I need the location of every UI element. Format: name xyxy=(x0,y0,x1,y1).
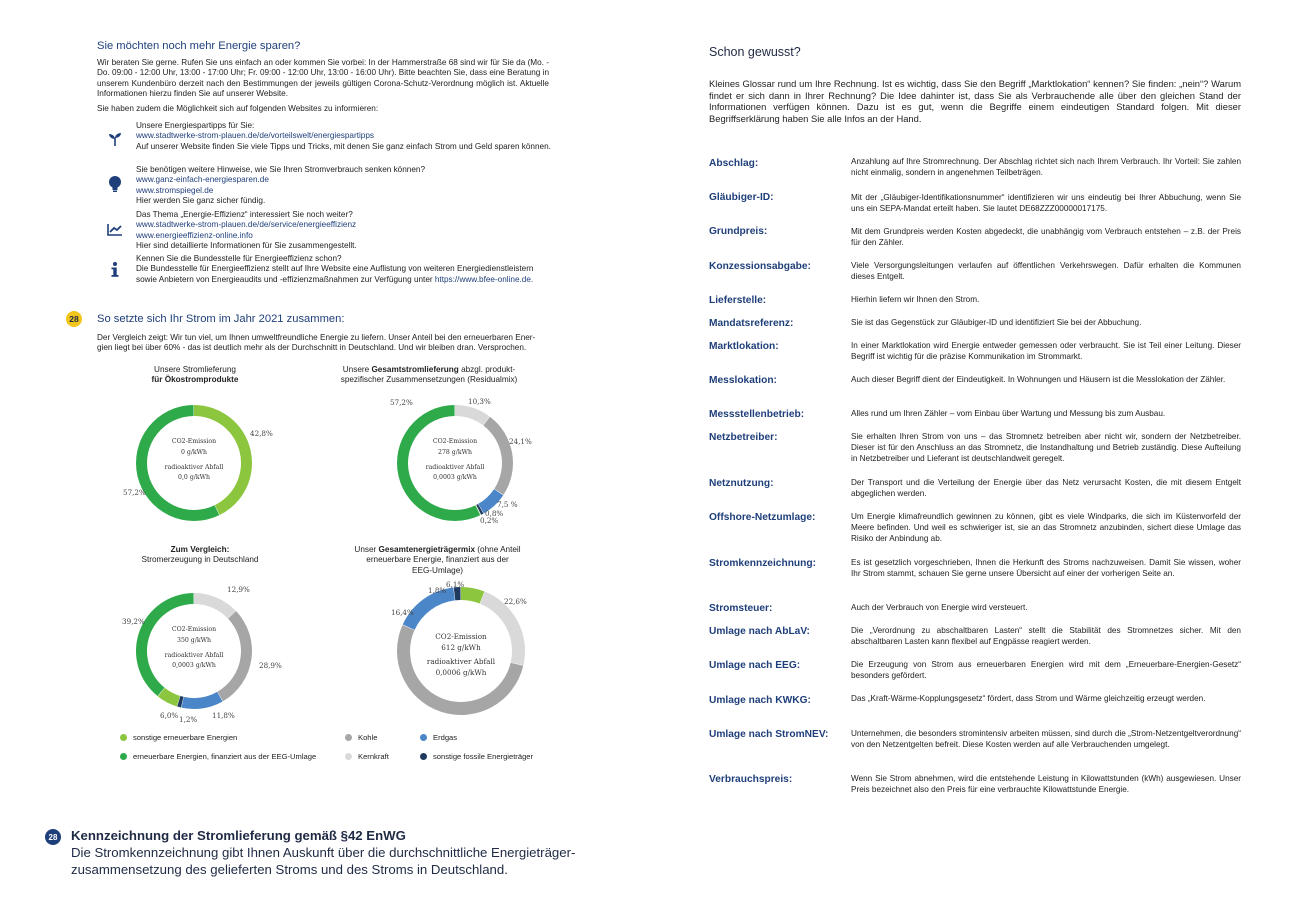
chart-title-gesamtstrom: Unsere Gesamtstromlieferung abzgl. produkt- spezifischer Zusammensetzungen (Residualmix) xyxy=(340,365,518,385)
radioactive-waste-label: 0,0003 g/kWh xyxy=(433,474,477,481)
slice-percentage-label: 57,2% xyxy=(390,398,413,407)
tip-link[interactable]: www.energieeffizienz-online.info xyxy=(136,230,253,240)
co2-emission-label: 612 g/kWh xyxy=(441,643,481,652)
tip-energy-saving xyxy=(136,121,556,152)
donut-slice-sonstige-erneuerbare-energien xyxy=(194,405,252,515)
glossary-definition: Mit der „Gläubiger-Identifikationsnummer“ identifizieren wir uns eindeutig bei Ihrer Abbuchung, wenn Sie uns ein SEPA-Mandat erteilt haben. Sie lautet DE68ZZZ00000017175. xyxy=(851,193,1241,213)
websites-intro: Sie haben zudem die Möglichkeit sich auf folgenden Websites zu informieren: xyxy=(97,104,379,113)
glossary-term: Mandatsreferenz: xyxy=(709,318,794,329)
glossary-definition: Sie erhalten Ihren Strom von uns – das Stromnetz betreiben aber nicht wir, sondern der Netzbetreiber. Dieser ist für den Anschluss an das Stromnetz, die Instandhaltung und Betrieb zuständig. Diese Aufteilung in Netzbetreiber und Lieferant ist deutschlandweit geregelt. xyxy=(851,432,1241,463)
tip-link[interactable]: www.stromspiegel.de xyxy=(136,185,214,195)
tip-link[interactable]: https://www.bfee-online.de xyxy=(434,274,531,284)
footer-title: Kennzeichnung der Stromlieferung gemäß §42 EnWG xyxy=(71,828,406,843)
chart-title-deutschland: Zum Vergleich: Stromerzeugung in Deutschland xyxy=(141,545,259,565)
tip-text: Hier sind detaillierte Informationen für Sie zusammengestellt. xyxy=(136,241,357,251)
slice-percentage-label: 16,4% xyxy=(391,608,414,617)
co2-emission-label: CO2-Emission xyxy=(435,632,487,641)
glossary-definition: In einer Marktlokation wird Energie entweder gemessen oder verbraucht. Sie ist Teil einer Leitung. Dieser Begriff ist wichtig für die präzise Kommunikation im Strommarkt. xyxy=(851,341,1241,361)
glossary-definition: Hierhin liefern wir Ihnen den Strom. xyxy=(851,295,980,304)
glossary-term: Offshore-Netzumlage: xyxy=(709,512,816,523)
slice-percentage-label: 0,8% xyxy=(485,509,504,518)
co2-emission-label: CO2-Emission xyxy=(432,438,478,445)
glossary-term: Netzbetreiber: xyxy=(709,432,778,443)
tip-consumption xyxy=(136,165,556,207)
slice-percentage-label: 39,2% xyxy=(122,617,145,626)
glossary-definition: Der Transport und die Verteilung der Energie über das Netz verursacht Kosten, die mit diesem Entgelt abgeglichen werden. xyxy=(851,478,1241,498)
slice-percentage-label: 12,9% xyxy=(227,585,250,594)
glossary-definition: Das „Kraft-Wärme-Kopplungsgesetz“ fördert, dass Strom und Wärme gleichzeitig erzeugt werden. xyxy=(851,694,1206,703)
glossary-term: Umlage nach EEG: xyxy=(709,660,801,671)
donut-slice-erneuerbare-energien-finanziert-aus-der-eeg-umlage xyxy=(136,593,194,696)
glossary-definition: Die „Verordnung zu abschaltbaren Lasten“ stellt die Stabilität des Stromnetzes sicher. Mit den abschaltbaren Lasten kann flexibel auf Engpässe reagiert werden. xyxy=(851,626,1241,646)
donut-slice-erneuerbare-energien-finanziert-aus-der-eeg-umlage xyxy=(397,405,480,521)
donut-slice-sonstige-erneuerbare-energien xyxy=(461,587,484,604)
slice-percentage-label: 28,9% xyxy=(259,661,282,670)
tip-text: Die Bundesstelle für Energieeffizienz stellt auf Ihre Website eine Auflistung von weiteren Energiedienstleistern sowie Anbietern von Energieaudits und -effizienzmaßnahmen zur Verfügung unter https://www.bfee-online.de. xyxy=(136,264,534,284)
tip-title: Das Thema „Energie-Effizienz“ interessiert Sie noch weiter? xyxy=(136,210,353,219)
glossary-term: Messstellenbetrieb: xyxy=(709,409,805,420)
chart-title-oekostrom: Unsere Stromlieferung für Ökostromprodukte xyxy=(151,365,239,385)
radioactive-waste-label: radioaktiver Abfall xyxy=(426,657,496,666)
lightbulb-icon xyxy=(106,175,124,193)
footer-subtitle: Die Stromkennzeichnung gibt Ihnen Auskunft über die durchschnittliche Energieträger- zusammensetzung des gelieferten Stroms und des Stroms in Deutschland. xyxy=(71,845,576,877)
trend-chart-icon xyxy=(106,220,124,238)
co2-emission-label: 278 g/kWh xyxy=(438,449,472,456)
legend-item: erneuerbare Energien, finanziert aus der EEG-Umlage xyxy=(120,752,316,761)
section-heading: So setzte sich Ihr Strom im Jahr 2021 zusammen: xyxy=(97,313,345,325)
glossary-heading: Schon gewusst? xyxy=(709,45,801,59)
co2-emission-label: 0 g/kWh xyxy=(180,449,208,456)
section-text: Der Vergleich zeigt: Wir tun viel, um Ihnen umweltfreundliche Energie zu liefern. Unser Anteil bei den erneuerbaren Ener- gien liegt bei über 60% - das ist deutlich mehr als der Durchschnitt in Deutschland. Und wir bleiben dran. Versprochen. xyxy=(97,333,536,353)
glossary-term: Grundpreis: xyxy=(709,226,768,237)
co2-emission-label: 350 g/kWh xyxy=(177,637,211,644)
tip-title: Kennen Sie die Bundesstelle für Energieeffizienz schon? xyxy=(136,254,342,263)
slice-percentage-label: 1,8% xyxy=(428,586,447,595)
slice-percentage-label: 0,2% xyxy=(480,516,499,525)
glossary-term: Stromkennzeichnung: xyxy=(709,558,816,569)
donut-slice-kernkraft xyxy=(455,405,490,425)
slice-percentage-label: 57,2% xyxy=(123,488,146,497)
legend-item: Erdgas xyxy=(420,733,457,742)
slice-percentage-label: 10,3% xyxy=(468,397,491,406)
glossary-definition: Die Erzeugung von Strom aus erneuerbaren Energien wird mit dem „Erneuerbare-Energien-Gesetz“ besonders gefördert. xyxy=(851,660,1241,680)
glossary-definition: Auch der Verbrauch von Energie wird versteuert. xyxy=(851,603,1028,612)
glossary-term: Stromsteuer: xyxy=(709,603,773,614)
tip-efficiency xyxy=(136,210,556,252)
tip-bfee xyxy=(136,254,552,285)
legend-item: Kohle xyxy=(345,733,377,742)
glossary-definition: Auch dieser Begriff dient der Eindeutigkeit. In Wohnungen und Häusern ist die Messlokation der Zähler. xyxy=(851,375,1226,384)
donut-slice-kohle xyxy=(483,417,513,495)
radioactive-waste-label: 0,0003 g/kWh xyxy=(172,662,216,669)
tip-link[interactable]: www.stadtwerke-strom-plauen.de/de/service/energieeffizienz xyxy=(136,220,357,230)
glossary-definition: Sie ist das Gegenstück zur Gläubiger-ID und identifiziert Sie bei der Abbuchung. xyxy=(851,318,1142,327)
energy-saving-heading: Sie möchten noch mehr Energie sparen? xyxy=(97,40,301,52)
glossary-definition: Wenn Sie Strom abnehmen, wird die entstehende Leistung in Kilowattstunden (kWh) ausgewiesen. Unser Preis bezeichnet also den Preis für eine verbrauchte Kilowattstunde Energie. xyxy=(851,774,1241,794)
glossary-definition: Um Energie klimafreundlich gewinnen zu können, gibt es viele Windparks, die sich im Küstenvorfeld der Meere befinden. Und weil es schwieriger ist, sie an das Stromnetz anzubinden, sichert diese Umlage das Risiko der Anbindung ab. xyxy=(851,512,1241,543)
co2-emission-label: CO2-Emission xyxy=(171,438,217,445)
donut-slice-erdgas xyxy=(181,692,222,709)
slice-percentage-label: 42,8% xyxy=(250,429,273,438)
slice-percentage-label: 24,1% xyxy=(509,437,532,446)
glossary-term: Umlage nach StromNEV: xyxy=(709,729,829,740)
glossary-definition: Unternehmen, die besonders stromintensiv arbeiten müssen, sind durch die „Strom-Netzentgeltverordnung“ von den Netzentgelten befreit. Diese Kosten werden auf alle Verbrauchenden umgelegt. xyxy=(851,729,1241,749)
glossary-definition: Anzahlung auf Ihre Stromrechnung. Der Abschlag richtet sich nach Ihrem Verbrauch. Ihr Vorteil: Sie zahlen nicht einmalig, sondern in angenehmen Teilbeträgen. xyxy=(851,157,1241,177)
glossary-definition: Es ist gesetzlich vorgeschrieben, Ihnen die Herkunft des Stroms nachzuweisen. Damit Sie wissen, woher Ihr Strom stammt, schauen Sie gerne unsere Übersicht auf einer der vorherigen Seite an. xyxy=(851,558,1241,578)
glossary-intro: Kleines Glossar rund um Ihre Rechnung. Ist es wichtig, dass Sie den Begriff „Marktlokation“ kennen? Sie finden: „nein“? Warum findet er sich dann in Ihrer Rechnung? Die Idee dahinter ist, dass Sie als Verbrauchende alle über den gleichen Stand der Informationen verfügen können. Dazu ist es gut, wenn die Begriffe einem eindeutigen Standard folgen. Mit dieser Begriffserklärung haben Sie alle Infos an der Hand. xyxy=(709,78,1241,124)
glossary-term: Konzessionsabgabe: xyxy=(709,261,811,272)
donut-slice-sonstige-fossile-energietr-ger xyxy=(454,587,461,600)
tip-link[interactable]: www.stadtwerke-strom-plauen.de/de/vorteilswelt/energiespartipps xyxy=(136,131,375,141)
glossary-definition: Viele Versorgungsleitungen verlaufen auf öffentlichen Verkehrswegen. Dafür erhalten die Kommunen dieses Entgelt. xyxy=(851,261,1241,281)
slice-percentage-label: 6,0% xyxy=(160,711,179,720)
footer-number-badge: 28 xyxy=(45,829,61,845)
glossary-term: Messlokation: xyxy=(709,375,777,386)
info-icon xyxy=(106,261,124,279)
glossary-term: Abschlag: xyxy=(709,158,759,169)
donut-slice-kernkraft xyxy=(194,593,236,618)
legend-item: sonstige fossile Energieträger xyxy=(420,752,533,761)
radioactive-waste-label: 0,0 g/kWh xyxy=(178,474,210,481)
slice-percentage-label: 22,6% xyxy=(504,597,527,606)
radioactive-waste-label: radioaktiver Abfall xyxy=(164,464,224,471)
tip-title: Unsere Energiespartipps für Sie: xyxy=(136,121,255,130)
chart-title-gesamtenergie: Unser Gesamtenergieträgermix (ohne Anteil erneuerbare Energie, finanziert aus der EEG-Umlage) xyxy=(354,545,521,575)
tip-text: Hier werden Sie ganz sicher fündig. xyxy=(136,196,266,206)
glossary-term: Umlage nach KWKG: xyxy=(709,695,811,706)
glossary-definition: Mit dem Grundpreis werden Kosten abgedeckt, die unabhängig vom Verbrauch entstehen – z.B. der Preis für den Zähler. xyxy=(851,227,1241,247)
tip-title: Sie benötigen weitere Hinweise, wie Sie Ihren Stromverbrauch senken können? xyxy=(136,165,426,174)
slice-percentage-label: 11,8% xyxy=(212,711,235,720)
glossary-term: Netznutzung: xyxy=(709,478,774,489)
tip-text: Auf unserer Website finden Sie viele Tipps und Tricks, mit denen Sie ganz einfach Strom und Geld sparen können. xyxy=(136,141,551,151)
donut-slice-erneuerbare-energien-finanziert-aus-der-eeg-umlage xyxy=(136,405,219,521)
slice-percentage-label: 1,2% xyxy=(179,715,198,724)
radioactive-waste-label: radioaktiver Abfall xyxy=(164,652,224,659)
slice-percentage-label: 6,1% xyxy=(446,580,465,589)
energy-saving-intro: Wir beraten Sie gerne. Rufen Sie uns einfach an oder kommen Sie vorbei: In der Hammerstraße 68 sind wir für Sie da (Mo. - Do. 09:00 - 12:00 Uhr, 13:00 - 17:00 Uhr; Fr. 09:00 - 12:00 Uhr, 13:00 - 16:00 Uhr). Bitte beachten Sie, dass eine Beratung in unserem Kundenbüro derzeit nach den Bestimmungen der jeweils gültigen Corona-Schutz-Verordnung möglich ist. Aktuelle Informationen hierzu finden Sie auf unserer Website. xyxy=(97,58,549,99)
legend-item: sonstige erneuerbare Energien xyxy=(120,733,237,742)
sprout-icon xyxy=(106,130,124,148)
radioactive-waste-label: 0,0006 g/kWh xyxy=(435,668,487,677)
slice-percentage-label: 7,5 % xyxy=(497,500,518,509)
glossary-term: Verbrauchspreis: xyxy=(709,774,793,785)
glossary-term: Umlage nach AbLaV: xyxy=(709,626,810,637)
legend-item: Kernkraft xyxy=(345,752,389,761)
radioactive-waste-label: radioaktiver Abfall xyxy=(425,464,485,471)
glossary-definition: Alles rund um Ihren Zähler – vom Einbau über Wartung und Messung bis zum Ausbau. xyxy=(851,409,1166,418)
co2-emission-label: CO2-Emission xyxy=(171,626,217,633)
tip-link[interactable]: www.ganz-einfach-energiesparen.de xyxy=(136,175,269,185)
glossary-term: Marktlokation: xyxy=(709,341,779,352)
section-number-badge: 28 xyxy=(66,311,82,327)
glossary-term: Lieferstelle: xyxy=(709,295,767,306)
glossary-term: Gläubiger-ID: xyxy=(709,192,774,203)
